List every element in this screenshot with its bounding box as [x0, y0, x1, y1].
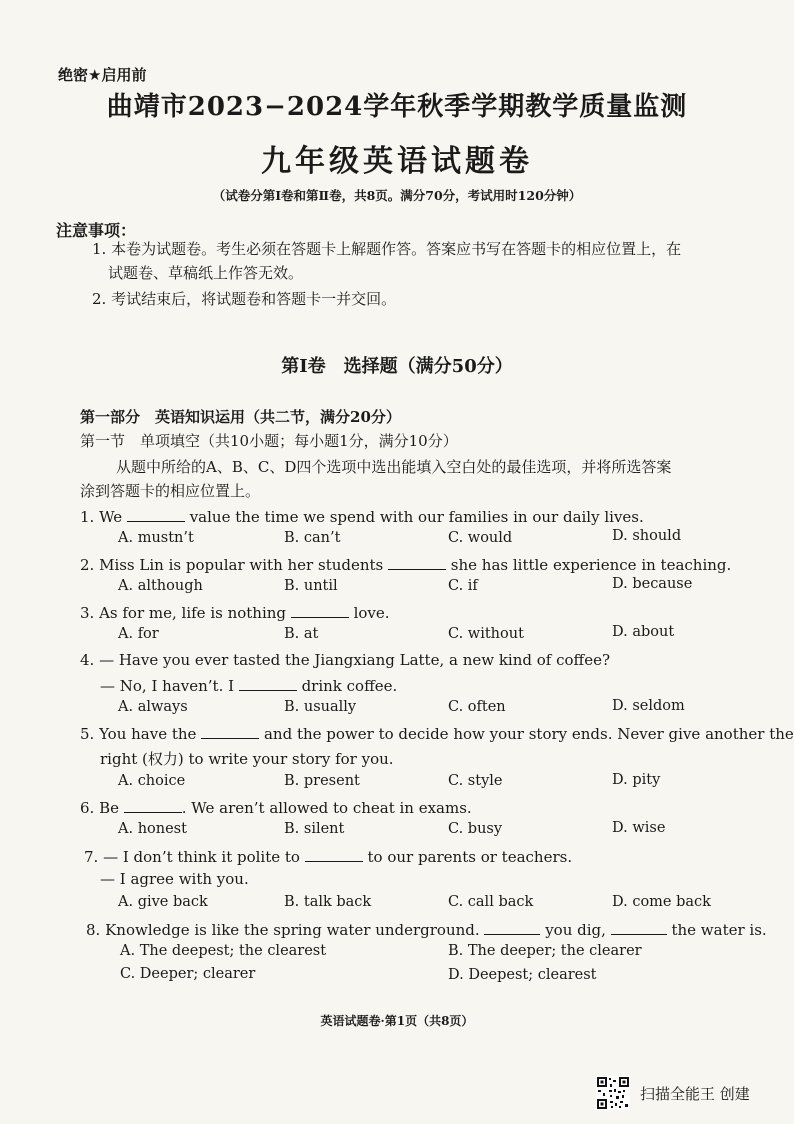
- option-c: C. without: [448, 626, 524, 642]
- option-c: C. style: [448, 773, 503, 789]
- answer-blank: [484, 919, 540, 935]
- option-c: C. if: [448, 578, 478, 594]
- question-4: 4. — Have you ever tasted the Jiangxiang Latte, a new kind of coffee?: [80, 651, 610, 669]
- option-b: B. present: [284, 773, 360, 789]
- option-a: A. choice: [118, 773, 186, 789]
- option-b: B. until: [284, 578, 338, 594]
- exam-title: 九年级英语试题卷: [261, 144, 533, 179]
- answer-blank: [201, 723, 259, 739]
- option-b: B. usually: [284, 699, 357, 715]
- notice-item-2: 2. 考试结束后，将试题卷和答题卡一并交回。: [92, 290, 397, 308]
- question-3: 3. As for me, life is nothing love.: [80, 604, 390, 622]
- subsection-title: 第一节 单项填空（共10小题；每小题1分，满分10分）: [80, 432, 458, 450]
- section-title: 第Ⅰ卷 选择题（满分50分）: [281, 356, 513, 377]
- answer-blank: [127, 506, 185, 522]
- option-d: D. about: [612, 624, 675, 640]
- option-d: D. because: [612, 576, 693, 592]
- part-title: 第一部分 英语知识运用（共二节，满分20分）: [80, 408, 401, 426]
- question-5-cont: right (权力) to write your story for you.: [100, 750, 394, 768]
- exam-subtitle: （试卷分第Ⅰ卷和第Ⅱ卷，共8页。满分70分，考试用时120分钟）: [212, 188, 582, 203]
- exam-title-region: 曲靖市2023−2024学年秋季学期教学质量监测: [106, 92, 688, 122]
- option-b: B. talk back: [284, 894, 372, 910]
- answer-blank: [124, 797, 182, 813]
- option-a: A. give back: [118, 894, 208, 910]
- scanner-watermark: 扫描全能王 创建: [640, 1085, 750, 1103]
- option-a: A. for: [118, 626, 159, 642]
- instruction-cont: 涂到答题卡的相应位置上。: [80, 482, 261, 500]
- question-7-response: — I agree with you.: [100, 870, 249, 888]
- confidential-label: 绝密★启用前: [58, 66, 147, 84]
- option-b: B. can’t: [284, 530, 341, 546]
- question-5: 5. You have the and the power to decide how your story ends. Never give another the: [80, 725, 794, 743]
- question-4-response: — No, I haven’t. I drink coffee.: [100, 677, 398, 695]
- question-7: 7. — I don’t think it polite to to our parents or teachers.: [84, 848, 573, 866]
- option-a: A. honest: [118, 821, 187, 837]
- option-c: C. call back: [448, 894, 534, 910]
- option-d: D. come back: [612, 894, 711, 910]
- qr-code-icon: [596, 1076, 630, 1110]
- answer-blank: [611, 919, 667, 935]
- question-6: 6. Be . We aren’t allowed to cheat in exams.: [80, 799, 472, 817]
- option-a: A. mustn’t: [118, 530, 194, 546]
- option-c: C. would: [448, 530, 513, 546]
- question-1: 1. We value the time we spend with our families in our daily lives.: [80, 508, 644, 526]
- answer-blank: [305, 846, 363, 862]
- option-a: A. always: [118, 699, 188, 715]
- question-2: 2. Miss Lin is popular with her students she has little experience in teaching.: [80, 556, 732, 574]
- option-b: B. The deeper; the clearer: [448, 943, 642, 959]
- answer-blank: [388, 554, 446, 570]
- option-b: B. silent: [284, 821, 345, 837]
- option-c: C. busy: [448, 821, 503, 837]
- option-d: D. Deepest; clearest: [448, 967, 597, 983]
- notice-item-1: 1. 本卷为试题卷。考生必须在答题卡上解题作答。答案应书写在答题卡的相应位置上，在: [92, 240, 682, 258]
- instruction: 从题中所给的A、B、C、D四个选项中选出能填入空白处的最佳选项，并将所选答案: [116, 458, 672, 476]
- option-d: D. wise: [612, 820, 666, 836]
- option-a: A. The deepest; the clearest: [120, 943, 327, 959]
- option-d: D. pity: [612, 772, 661, 788]
- option-d: D. seldom: [612, 698, 685, 714]
- notice-heading: 注意事项：: [56, 221, 137, 240]
- option-d: D. should: [612, 528, 682, 544]
- option-c: C. Deeper; clearer: [120, 966, 256, 982]
- answer-blank: [291, 602, 349, 618]
- question-8: 8. Knowledge is like the spring water underground. you dig, the water is.: [86, 921, 767, 939]
- answer-blank: [239, 675, 297, 691]
- option-b: B. at: [284, 626, 319, 642]
- option-c: C. often: [448, 699, 506, 715]
- option-a: A. although: [118, 578, 203, 594]
- page-footer: 英语试题卷·第1页（共8页）: [320, 1014, 474, 1028]
- notice-item-1-cont: 试题卷、草稿纸上作答无效。: [108, 264, 304, 282]
